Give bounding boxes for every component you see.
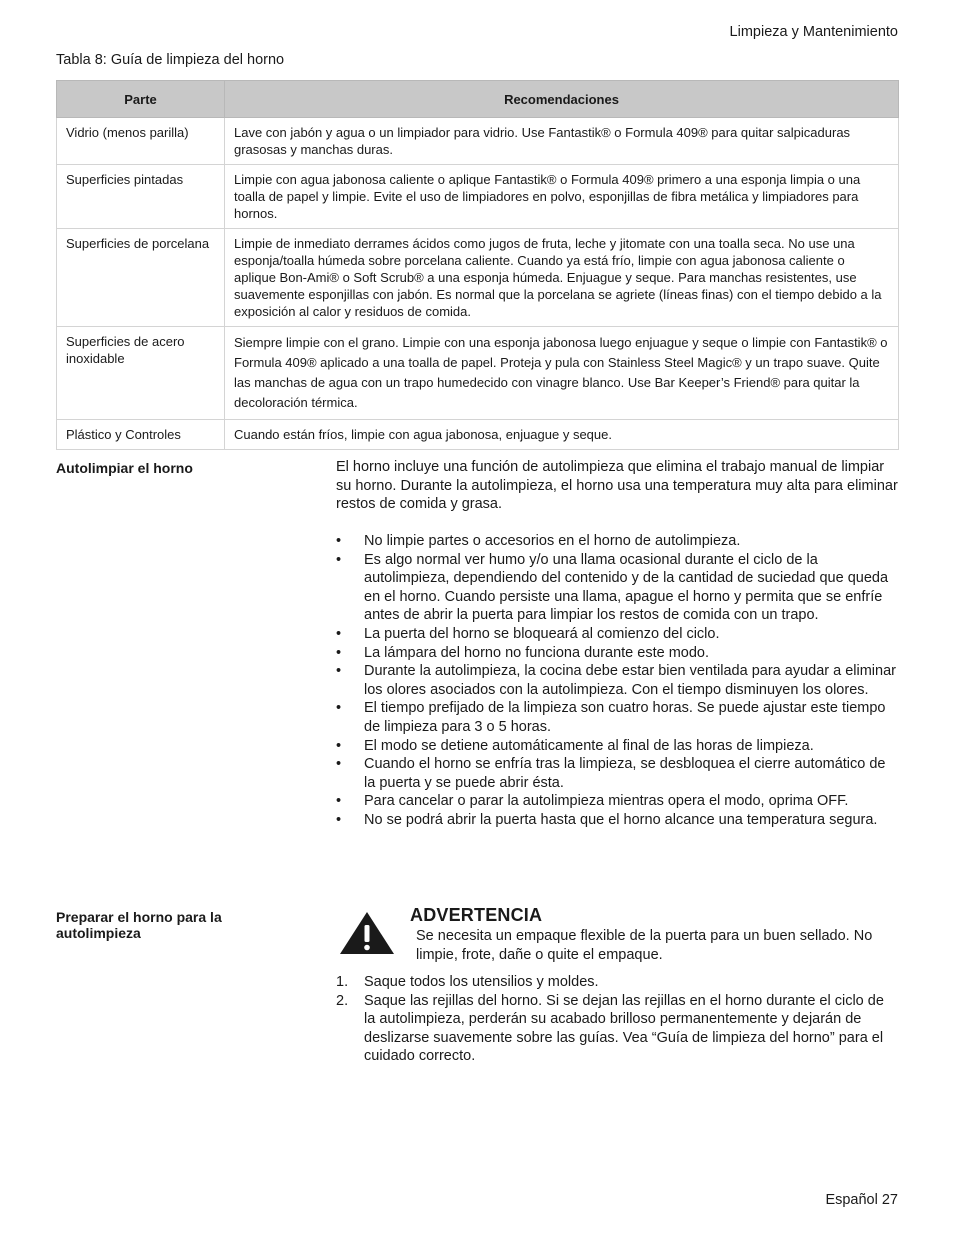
column-header-part: Parte <box>57 81 225 118</box>
bullet-marker: • <box>336 533 342 549</box>
autoclean-intro: El horno incluye una función de autolimpieza que elimina el trabajo manual de limpiar su horno. Durante la autolimpieza, el horno usa una temperatura muy alta para eliminar restos de comida y grasa. <box>336 459 898 513</box>
table-row <box>57 165 899 229</box>
prepare-heading: Preparar el horno para la autolimpieza <box>56 909 222 941</box>
list-item <box>336 737 898 756</box>
list-item-text: El tiempo prefijado de la limpieza son cuatro horas. Se puede ajustar este tiempo de limpieza para 3 o 5 horas. <box>364 700 886 735</box>
recommendation-cell: Lave con jabón y agua o un limpiador para vidrio. Use Fantastik® o Formula 409® para quitar salpicaduras grasosas y manchas duras. <box>225 118 899 165</box>
list-item-text: Es algo normal ver humo y/o una llama ocasional durante el ciclo de la autolimpieza, dependiendo del contenido y de la cantidad de suciedad que queda en el horno. Cuando persiste una llama, apague el horno y permita que se enfríe antes de abrir la puerta para limpiar los restos de comida con un trapo. <box>364 551 889 624</box>
bullet-marker: • <box>336 663 342 680</box>
step-text: Saque todos los utensilios y moldes. <box>364 974 599 990</box>
list-item <box>336 973 898 992</box>
list-item-text: Durante la autolimpieza, la cocina debe estar bien ventilada para ayudar a eliminar los olores asociados con la autolimpieza. Con el tiempo disminuyen los olores. <box>364 663 896 698</box>
list-item-text: El modo se detiene automáticamente al final de las horas de limpieza. <box>364 737 814 754</box>
list-item <box>336 792 898 811</box>
list-item-text: Cuando el horno se enfría tras la limpieza, se desbloquea el cierre automático de la puerta y se puede abrir ésta. <box>364 756 886 791</box>
bullet-marker: • <box>336 811 342 828</box>
list-item <box>336 811 898 830</box>
bullet-marker: • <box>336 756 342 773</box>
warning-text: Se necesita un empaque flexible de la puerta para un buen sellado. No limpie, frote, dañe o quite el empaque. <box>416 928 873 963</box>
list-item <box>336 532 898 551</box>
list-item <box>336 662 898 699</box>
part-cell: Superficies de acero inoxidable <box>57 327 225 420</box>
list-item <box>336 699 898 736</box>
bullet-marker: • <box>336 625 342 642</box>
part-cell: Superficies de porcelana <box>57 229 225 327</box>
recommendation-cell: Limpie de inmediato derrames ácidos como jugos de fruta, leche y jitomate con una toalla seca. No use una esponja/toalla húmeda sobre porcelana caliente. Cuando ya está frío, limpie con agua jabonosa caliente o aplique Bon-Ami® o Soft Scrub® a una esponja húmeda. Enjuague y seque. Para manchas resistentes, use suavemente esponjillas con jabón. Es normal que la porcelana se agriete (líneas finas) con el tiempo debido a la exposición al calor y residuos de comida. <box>225 229 899 327</box>
recommendation-cell: Limpie con agua jabonosa caliente o aplique Fantastik® o Formula 409® primero a una esponja limpia o una toalla de papel y limpie. Evite el uso de limpiadores en polvo, esponjillas de fibra metálica y limpiadores para hornos. <box>225 165 899 229</box>
list-item <box>336 551 898 625</box>
recommendation-cell: Siempre limpie con el grano. Limpie con una esponja jabonosa luego enjuague y seque o limpie con Fantastik® o Formula 409® aplicado a una toalla de papel. Proteja y pula con Stainless Steel Magic® y un trapo suave. Quite las manchas de agua con un trapo humedecido con vinagre blanco. Use Bar Keeper’s Friend® para quitar la decoloración térmica. <box>225 327 899 420</box>
recommendation-cell: Cuando están fríos, limpie con agua jabonosa, enjuague y seque. <box>225 420 899 450</box>
part-cell: Plástico y Controles <box>57 420 225 450</box>
step-text: Saque las rejillas del horno. Si se dejan las rejillas en el horno durante el ciclo de la autolimpieza, perderán su acabado brilloso permanentemente y dejarán de deslizarse suavemente sobre las guías. Vea “Guía de limpieza del horno” para el cuidado correcto. <box>364 992 884 1065</box>
part-cell: Vidrio (menos parilla) <box>57 118 225 165</box>
bullet-marker: • <box>336 793 342 810</box>
autoclean-bullet-list <box>336 532 898 830</box>
column-header-recommendations: Recomendaciones <box>225 81 899 118</box>
table-row <box>57 229 899 327</box>
table-header-row <box>57 81 899 118</box>
step-number: 1. <box>336 974 349 990</box>
cleaning-guide-table <box>56 80 899 450</box>
bullet-marker: • <box>336 644 342 661</box>
list-item <box>336 992 898 1066</box>
list-item <box>336 755 898 792</box>
table-caption: Tabla 8: Guía de limpieza del horno <box>56 52 285 68</box>
autoclean-heading: Autolimpiar el horno <box>56 460 193 476</box>
warning-triangle-icon <box>338 910 396 961</box>
list-item-text: No se podrá abrir la puerta hasta que el horno alcance una temperatura segura. <box>364 811 878 828</box>
list-item-text: No limpie partes o accesorios en el horno de autolimpieza. <box>364 533 741 549</box>
bullet-marker: • <box>336 737 342 754</box>
table-row <box>57 327 899 420</box>
list-item-text: La lámpara del horno no funciona durante este modo. <box>364 644 710 661</box>
list-item <box>336 644 898 663</box>
warning-title: ADVERTENCIA <box>410 905 543 925</box>
section-title: Limpieza y Mantenimiento <box>729 24 898 40</box>
step-number: 2. <box>336 992 349 1009</box>
page-number: Español 27 <box>825 1192 898 1208</box>
bullet-marker: • <box>336 700 342 717</box>
table-row <box>57 420 899 450</box>
list-item-text: La puerta del horno se bloqueará al comienzo del ciclo. <box>364 625 720 642</box>
part-cell: Superficies pintadas <box>57 165 225 229</box>
list-item-text: Para cancelar o parar la autolimpieza mientras opera el modo, oprima OFF. <box>364 793 849 810</box>
bullet-marker: • <box>336 551 342 568</box>
table-row <box>57 118 899 165</box>
list-item <box>336 625 898 644</box>
prepare-steps-list <box>336 973 898 1066</box>
